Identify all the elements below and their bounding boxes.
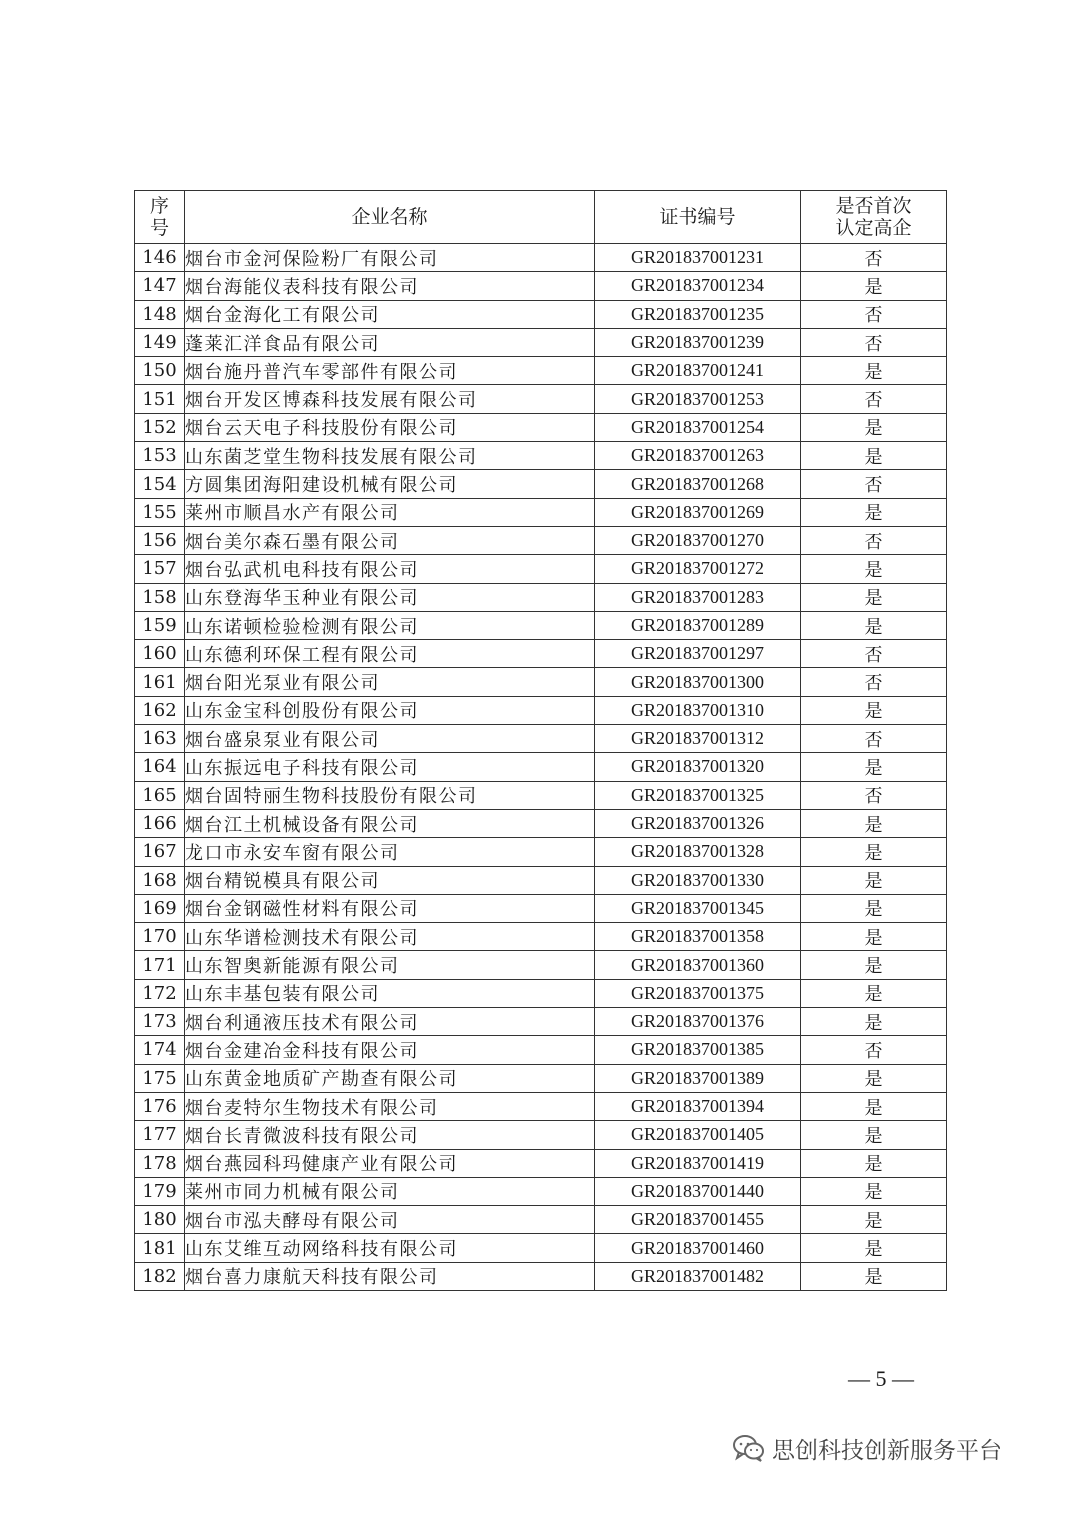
row-number: 171 bbox=[135, 951, 185, 979]
wechat-icon bbox=[732, 1433, 766, 1463]
certificate-number: GR201837001385 bbox=[595, 1036, 801, 1064]
company-name: 莱州市同力机械有限公司 bbox=[185, 1177, 595, 1205]
certificate-number: GR201837001235 bbox=[595, 300, 801, 328]
company-name: 烟台江土机械设备有限公司 bbox=[185, 809, 595, 837]
row-number: 173 bbox=[135, 1008, 185, 1036]
row-number: 164 bbox=[135, 753, 185, 781]
company-name: 烟台云天电子科技股份有限公司 bbox=[185, 413, 595, 441]
company-name: 烟台利通液压技术有限公司 bbox=[185, 1008, 595, 1036]
first-certification: 否 bbox=[801, 470, 947, 498]
table-row bbox=[135, 668, 947, 696]
table-row bbox=[135, 244, 947, 272]
table-row bbox=[135, 385, 947, 413]
certificate-number: GR201837001360 bbox=[595, 951, 801, 979]
table-row bbox=[135, 753, 947, 781]
certificate-number: GR201837001269 bbox=[595, 498, 801, 526]
company-name: 烟台阳光泵业有限公司 bbox=[185, 668, 595, 696]
first-certification: 是 bbox=[801, 583, 947, 611]
row-number: 158 bbox=[135, 583, 185, 611]
first-certification: 是 bbox=[801, 1064, 947, 1092]
header-first-line1: 是否首次 bbox=[835, 195, 912, 217]
row-number: 178 bbox=[135, 1149, 185, 1177]
certificate-number: GR201837001272 bbox=[595, 555, 801, 583]
company-name: 方圆集团海阳建设机械有限公司 bbox=[185, 470, 595, 498]
table-row bbox=[135, 611, 947, 639]
row-number: 168 bbox=[135, 866, 185, 894]
certificate-number: GR201837001376 bbox=[595, 1008, 801, 1036]
company-name: 烟台金建冶金科技有限公司 bbox=[185, 1036, 595, 1064]
certificate-number: GR201837001268 bbox=[595, 470, 801, 498]
row-number: 172 bbox=[135, 979, 185, 1007]
first-certification: 否 bbox=[801, 328, 947, 356]
certificate-number: GR201837001328 bbox=[595, 838, 801, 866]
table-row bbox=[135, 413, 947, 441]
company-name: 龙口市永安车窗有限公司 bbox=[185, 838, 595, 866]
table-row bbox=[135, 1234, 947, 1262]
certificate-number: GR201837001234 bbox=[595, 272, 801, 300]
row-number: 152 bbox=[135, 413, 185, 441]
row-number: 147 bbox=[135, 272, 185, 300]
row-number: 159 bbox=[135, 611, 185, 639]
table-row bbox=[135, 1008, 947, 1036]
certificate-number: GR201837001283 bbox=[595, 583, 801, 611]
row-number: 180 bbox=[135, 1206, 185, 1234]
company-name: 山东登海华玉种业有限公司 bbox=[185, 583, 595, 611]
first-certification: 是 bbox=[801, 1092, 947, 1120]
certificate-number: GR201837001239 bbox=[595, 328, 801, 356]
row-number: 153 bbox=[135, 442, 185, 470]
company-name: 烟台美尔森石墨有限公司 bbox=[185, 526, 595, 554]
first-certification: 是 bbox=[801, 866, 947, 894]
certificate-number: GR201837001312 bbox=[595, 725, 801, 753]
certificate-number: GR201837001375 bbox=[595, 979, 801, 1007]
row-number: 163 bbox=[135, 725, 185, 753]
company-name: 烟台施丹普汽车零部件有限公司 bbox=[185, 357, 595, 385]
table-row bbox=[135, 725, 947, 753]
row-number: 174 bbox=[135, 1036, 185, 1064]
row-number: 155 bbox=[135, 498, 185, 526]
first-certification: 是 bbox=[801, 1262, 947, 1290]
certificate-number: GR201837001325 bbox=[595, 781, 801, 809]
company-name: 烟台市泓夫酵母有限公司 bbox=[185, 1206, 595, 1234]
first-certification: 是 bbox=[801, 979, 947, 1007]
table-row bbox=[135, 1206, 947, 1234]
first-certification: 否 bbox=[801, 668, 947, 696]
certificate-number: GR201837001482 bbox=[595, 1262, 801, 1290]
table-row bbox=[135, 1121, 947, 1149]
first-certification: 是 bbox=[801, 838, 947, 866]
header-cert: 证书编号 bbox=[595, 191, 801, 244]
row-number: 150 bbox=[135, 357, 185, 385]
row-number: 156 bbox=[135, 526, 185, 554]
row-number: 165 bbox=[135, 781, 185, 809]
first-certification: 是 bbox=[801, 611, 947, 639]
first-certification: 是 bbox=[801, 555, 947, 583]
table-row bbox=[135, 696, 947, 724]
certificate-number: GR201837001310 bbox=[595, 696, 801, 724]
first-certification: 是 bbox=[801, 1206, 947, 1234]
table-row bbox=[135, 640, 947, 668]
certificate-number: GR201837001326 bbox=[595, 809, 801, 837]
certificate-number: GR201837001358 bbox=[595, 923, 801, 951]
company-name: 烟台弘武机电科技有限公司 bbox=[185, 555, 595, 583]
certificate-number: GR201837001300 bbox=[595, 668, 801, 696]
table-row bbox=[135, 894, 947, 922]
certificate-number: GR201837001419 bbox=[595, 1149, 801, 1177]
certificate-number: GR201837001253 bbox=[595, 385, 801, 413]
company-name: 山东丰基包装有限公司 bbox=[185, 979, 595, 1007]
row-number: 161 bbox=[135, 668, 185, 696]
table-row bbox=[135, 1036, 947, 1064]
first-certification: 是 bbox=[801, 753, 947, 781]
certificate-number: GR201837001455 bbox=[595, 1206, 801, 1234]
table-row bbox=[135, 1149, 947, 1177]
table-row bbox=[135, 300, 947, 328]
table-row bbox=[135, 555, 947, 583]
row-number: 151 bbox=[135, 385, 185, 413]
first-certification: 否 bbox=[801, 244, 947, 272]
first-certification: 是 bbox=[801, 272, 947, 300]
certificate-number: GR201837001394 bbox=[595, 1092, 801, 1120]
certificate-number: GR201837001231 bbox=[595, 244, 801, 272]
table-row bbox=[135, 809, 947, 837]
row-number: 169 bbox=[135, 894, 185, 922]
row-number: 170 bbox=[135, 923, 185, 951]
first-certification: 是 bbox=[801, 809, 947, 837]
row-number: 166 bbox=[135, 809, 185, 837]
table-row bbox=[135, 1092, 947, 1120]
row-number: 160 bbox=[135, 640, 185, 668]
header-no bbox=[135, 191, 185, 244]
row-number: 146 bbox=[135, 244, 185, 272]
company-name: 烟台长青微波科技有限公司 bbox=[185, 1121, 595, 1149]
first-certification: 否 bbox=[801, 385, 947, 413]
table-row bbox=[135, 838, 947, 866]
header-first bbox=[801, 191, 947, 244]
certificate-number: GR201837001254 bbox=[595, 413, 801, 441]
company-name: 烟台固特丽生物科技股份有限公司 bbox=[185, 781, 595, 809]
first-certification: 否 bbox=[801, 640, 947, 668]
certificate-number: GR201837001405 bbox=[595, 1121, 801, 1149]
table-row bbox=[135, 1064, 947, 1092]
table-row bbox=[135, 1177, 947, 1205]
first-certification: 是 bbox=[801, 1234, 947, 1262]
row-number: 154 bbox=[135, 470, 185, 498]
company-name: 烟台开发区博森科技发展有限公司 bbox=[185, 385, 595, 413]
table-row bbox=[135, 781, 947, 809]
first-certification: 是 bbox=[801, 442, 947, 470]
certificate-number: GR201837001297 bbox=[595, 640, 801, 668]
company-name: 烟台金海化工有限公司 bbox=[185, 300, 595, 328]
first-certification: 是 bbox=[801, 498, 947, 526]
table-row bbox=[135, 442, 947, 470]
company-name: 山东菌芝堂生物科技发展有限公司 bbox=[185, 442, 595, 470]
first-certification: 是 bbox=[801, 951, 947, 979]
company-name: 烟台金钢磁性材料有限公司 bbox=[185, 894, 595, 922]
first-certification: 是 bbox=[801, 1177, 947, 1205]
company-name: 蓬莱汇洋食品有限公司 bbox=[185, 328, 595, 356]
first-certification: 是 bbox=[801, 1008, 947, 1036]
table-row bbox=[135, 979, 947, 1007]
company-name: 烟台盛泉泵业有限公司 bbox=[185, 725, 595, 753]
table-row bbox=[135, 526, 947, 554]
company-name: 山东德利环保工程有限公司 bbox=[185, 640, 595, 668]
row-number: 148 bbox=[135, 300, 185, 328]
company-name: 山东诺顿检验检测有限公司 bbox=[185, 611, 595, 639]
row-number: 176 bbox=[135, 1092, 185, 1120]
certificate-number: GR201837001263 bbox=[595, 442, 801, 470]
header-no-line1: 序 bbox=[149, 195, 169, 217]
certificate-number: GR201837001440 bbox=[595, 1177, 801, 1205]
certificate-number: GR201837001460 bbox=[595, 1234, 801, 1262]
row-number: 149 bbox=[135, 328, 185, 356]
table-header-row bbox=[135, 191, 947, 244]
first-certification: 否 bbox=[801, 781, 947, 809]
certificate-number: GR201837001320 bbox=[595, 753, 801, 781]
first-certification: 是 bbox=[801, 696, 947, 724]
first-certification: 是 bbox=[801, 1149, 947, 1177]
table-row bbox=[135, 951, 947, 979]
company-name: 烟台麦特尔生物技术有限公司 bbox=[185, 1092, 595, 1120]
company-name: 烟台海能仪表科技有限公司 bbox=[185, 272, 595, 300]
table-row bbox=[135, 1262, 947, 1290]
table-row bbox=[135, 498, 947, 526]
table-row bbox=[135, 923, 947, 951]
row-number: 181 bbox=[135, 1234, 185, 1262]
certificate-number: GR201837001289 bbox=[595, 611, 801, 639]
certificate-number: GR201837001345 bbox=[595, 894, 801, 922]
first-certification: 是 bbox=[801, 413, 947, 441]
company-name: 山东艾维互动网络科技有限公司 bbox=[185, 1234, 595, 1262]
header-no-line2: 号 bbox=[149, 217, 169, 239]
company-name: 山东华谱检测技术有限公司 bbox=[185, 923, 595, 951]
company-name: 山东智奥新能源有限公司 bbox=[185, 951, 595, 979]
table-row bbox=[135, 866, 947, 894]
first-certification: 否 bbox=[801, 300, 947, 328]
row-number: 162 bbox=[135, 696, 185, 724]
row-number: 167 bbox=[135, 838, 185, 866]
company-name: 莱州市顺昌水产有限公司 bbox=[185, 498, 595, 526]
company-name: 山东黄金地质矿产勘查有限公司 bbox=[185, 1064, 595, 1092]
row-number: 175 bbox=[135, 1064, 185, 1092]
page-number: — 5 — bbox=[848, 1366, 914, 1391]
header-first-line2: 认定高企 bbox=[835, 217, 912, 239]
company-name: 烟台市金河保险粉厂有限公司 bbox=[185, 244, 595, 272]
certificate-number: GR201837001330 bbox=[595, 866, 801, 894]
company-name: 山东金宝科创股份有限公司 bbox=[185, 696, 595, 724]
table-row bbox=[135, 328, 947, 356]
table-row bbox=[135, 470, 947, 498]
first-certification: 否 bbox=[801, 526, 947, 554]
table-row bbox=[135, 272, 947, 300]
first-certification: 否 bbox=[801, 725, 947, 753]
row-number: 177 bbox=[135, 1121, 185, 1149]
first-certification: 是 bbox=[801, 357, 947, 385]
first-certification: 是 bbox=[801, 894, 947, 922]
table-row bbox=[135, 583, 947, 611]
watermark bbox=[732, 1430, 1002, 1466]
row-number: 179 bbox=[135, 1177, 185, 1205]
table-row bbox=[135, 357, 947, 385]
watermark-text: 思创科技创新服务平台 bbox=[772, 1437, 1002, 1464]
row-number: 157 bbox=[135, 555, 185, 583]
row-number: 182 bbox=[135, 1262, 185, 1290]
certificate-number: GR201837001270 bbox=[595, 526, 801, 554]
enterprise-table bbox=[134, 190, 947, 1291]
company-name: 山东振远电子科技有限公司 bbox=[185, 753, 595, 781]
certificate-number: GR201837001389 bbox=[595, 1064, 801, 1092]
company-name: 烟台精锐模具有限公司 bbox=[185, 866, 595, 894]
first-certification: 是 bbox=[801, 923, 947, 951]
header-name: 企业名称 bbox=[185, 191, 595, 244]
company-name: 烟台喜力康航天科技有限公司 bbox=[185, 1262, 595, 1290]
first-certification: 否 bbox=[801, 1036, 947, 1064]
company-name: 烟台燕园科玛健康产业有限公司 bbox=[185, 1149, 595, 1177]
first-certification: 是 bbox=[801, 1121, 947, 1149]
certificate-number: GR201837001241 bbox=[595, 357, 801, 385]
